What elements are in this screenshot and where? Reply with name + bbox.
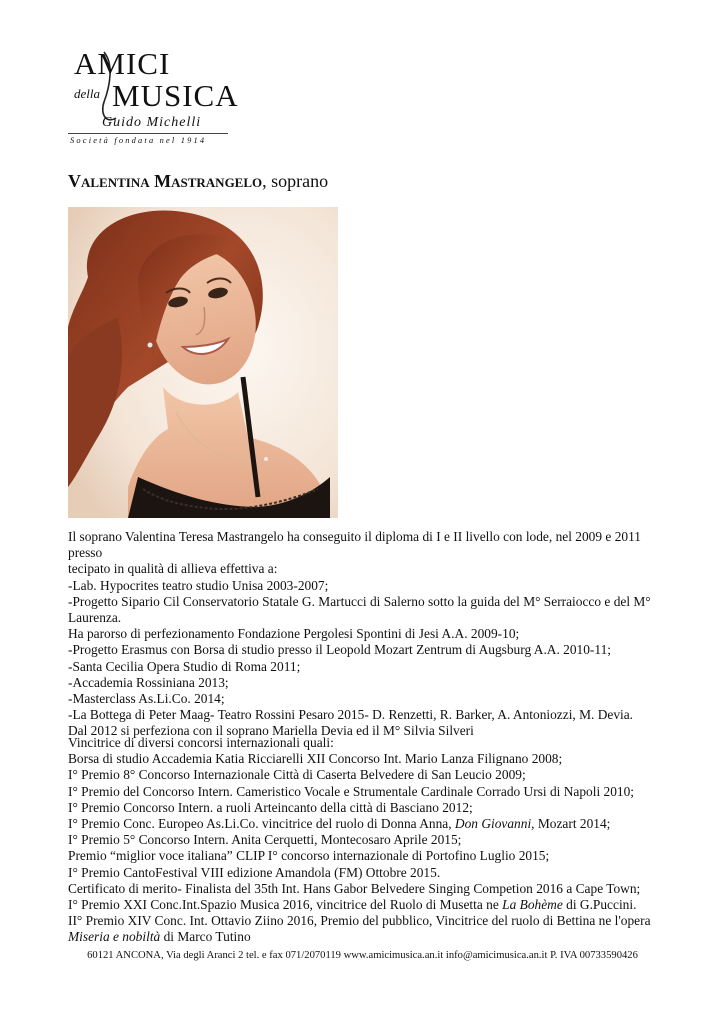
association-logo: [64, 46, 239, 150]
bio-line: -Progetto Sipario Cil Conservatorio Statale G. Martucci di Salerno sotto la guida del M° Serraiocco e del M° Laurenza.: [68, 593, 651, 626]
bio-line: II° Premio XIV Conc. Int. Ottavio Ziino 2016, Premio del pubblico, Vincitrice del ruolo di Bettina ne l'opera: [68, 913, 651, 929]
bio-line: -Progetto Erasmus con Borsa di studio presso il Leopold Mozart Zentrum di Augsburg A.A. 2010-11;: [68, 642, 612, 658]
bio-text: di Marco Tutino: [160, 929, 251, 945]
opera-title: La Bohème: [502, 897, 563, 913]
bio-line: Premio “miglior voce italiana” CLIP I° concorso internazionale di Portofino Luglio 2015;: [68, 848, 550, 864]
bio-line: I° Premio 5° Concorso Intern. Anita Cerquetti, Montecosaro Aprile 2015;: [68, 832, 462, 848]
logo-divider: [68, 133, 228, 134]
logo-guido-michelli: Guido Michelli: [102, 115, 202, 130]
artist-role: , soprano: [262, 171, 329, 191]
biography-awards: [68, 735, 668, 946]
bio-line: Dal 2012 si perfeziona con il soprano Mariella Devia ed il M° Silvia Silveri: [68, 723, 474, 739]
artist-name: Valentina Mastrangelo: [68, 171, 263, 191]
artist-heading: [68, 171, 328, 193]
bio-text: , Mozart 2014;: [531, 816, 611, 832]
contact-footer: 60121 ANCONA, Via degli Aranci 2 tel. e fax 071/2070119 www.amicimusica.an.it info@amicimusica.an.it P. IVA 00733590426: [87, 950, 638, 961]
logo-tagline: Società fondata nel 1914: [70, 136, 207, 145]
bio-line: Il soprano Valentina Teresa Mastrangelo ha conseguito il diploma di I e II livello con lode, nel 2009 e 2011 presso: [68, 529, 641, 561]
bio-line: Certificato di merito- Finalista del 35th Int. Hans Gabor Belvedere Singing Competion 2016 a Cape Town;: [68, 880, 641, 896]
biography-education: [68, 529, 668, 740]
bio-line: I° Premio 8° Concorso Internazionale Città di Caserta Belvedere di San Leucio 2009;: [68, 767, 526, 783]
bio-line: -Lab. Hypocrites teatro studio Unisa 2003-2007;: [68, 577, 329, 593]
bio-line: [68, 929, 668, 945]
bio-text: di G.Puccini.: [562, 897, 637, 913]
bio-line: Vincitrice di diversi concorsi internazionali quali:: [68, 735, 334, 750]
bio-line: -Santa Cecilia Opera Studio di Roma 2011;: [68, 658, 301, 674]
bio-line: -Accademia Rossiniana 2013;: [68, 674, 229, 690]
bio-line: -La Bottega di Peter Maag- Teatro Rossini Pesaro 2015- D. Renzetti, R. Barker, A. Antoniozzi, M. Devia.: [68, 707, 634, 723]
logo-word-musica: MUSICA: [112, 78, 239, 113]
bio-line: -Masterclass As.Li.Co. 2014;: [68, 691, 225, 707]
bio-line: [68, 897, 668, 913]
opera-title: Miseria e nobiltà: [68, 929, 161, 945]
bio-line: I° Premio Concorso Intern. a ruoli Arteincanto della città di Basciano 2012;: [68, 799, 473, 815]
bio-line: tecipato in qualità di allieva effettiva a:: [68, 561, 278, 577]
bio-text: I° Premio XXI Conc.Int.Spazio Musica 2016, vincitrice del Ruolo di Musetta ne: [68, 897, 503, 913]
bio-line: I° Premio del Concorso Intern. Cameristico Vocale e Strumentale Cardinale Corrado Ursi di Napoli 2010;: [68, 783, 635, 799]
logo-word-della: della: [74, 86, 100, 101]
bio-text: I° Premio Conc. Europeo As.Li.Co. vincitrice del ruolo di Donna Anna,: [68, 816, 455, 832]
bio-line: [68, 816, 668, 832]
portrait-photo: [68, 207, 338, 518]
portrait-image: [68, 207, 338, 518]
logo-word-amici: AMICI: [74, 46, 171, 81]
bio-line: Ha parorso di perfezionamento Fondazione Pergolesi Spontini di Jesi A.A. 2009-10;: [68, 626, 520, 642]
bio-line: I° Premio CantoFestival VIII edizione Amandola (FM) Ottobre 2015.: [68, 864, 441, 880]
bio-line: Borsa di studio Accademia Katia Ricciarelli XII Concorso Int. Mario Lanza Filignano 2008;: [68, 751, 563, 767]
opera-title: Don Giovanni: [454, 816, 532, 832]
